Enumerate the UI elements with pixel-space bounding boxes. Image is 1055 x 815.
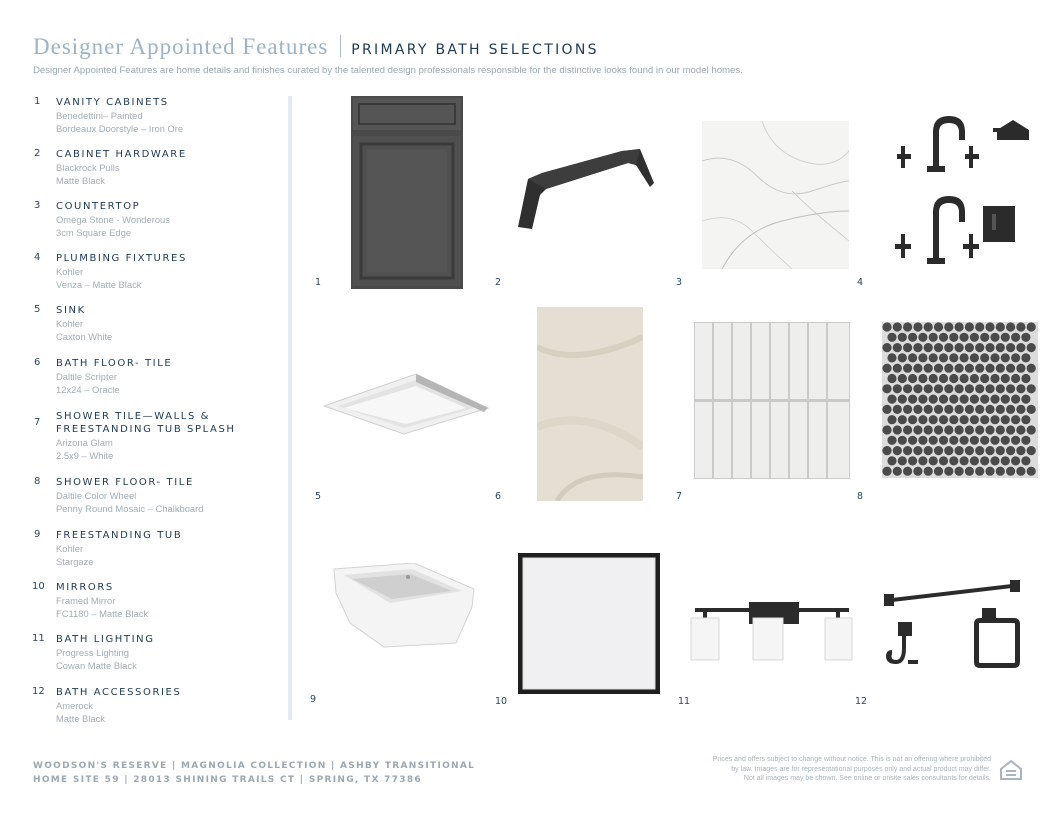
feature-number: 10 bbox=[32, 581, 45, 592]
disclaimer-line: Prices and offers subject to change without notice. This is not an offering where prohibited bbox=[712, 756, 991, 763]
intro-text: Designer Appointed Features are home details and finishes curated by the talented design professionals responsible for the distinctive looks found in our model homes. bbox=[33, 65, 743, 76]
floor-tile-icon bbox=[537, 307, 643, 506]
brand-title: Designer Appointed Features bbox=[33, 34, 329, 59]
feature-detail: Matte Black bbox=[56, 713, 105, 724]
disclaimer-line: by law. Images are for representational purposes only and actual product may differ. bbox=[731, 765, 991, 773]
vanity-light-icon bbox=[689, 600, 854, 667]
feature-detail: Kohler bbox=[56, 543, 84, 554]
image-label: 8 bbox=[857, 491, 864, 502]
disclaimer bbox=[631, 755, 991, 784]
feature-detail: Benedettini– Painted bbox=[56, 110, 143, 121]
feature-detail: Cowan Matte Black bbox=[56, 660, 137, 671]
feature-detail: Framed Mirror bbox=[56, 595, 116, 606]
bath-accessories-icon bbox=[882, 578, 1024, 675]
feature-item bbox=[34, 357, 279, 396]
image-label: 2 bbox=[495, 277, 502, 288]
feature-number: 7 bbox=[34, 417, 41, 428]
feature-number: 1 bbox=[34, 96, 41, 107]
image-label: 7 bbox=[676, 491, 683, 502]
feature-detail: Amerock bbox=[56, 700, 93, 711]
image-label: 5 bbox=[315, 491, 322, 502]
feature-number: 5 bbox=[34, 304, 41, 315]
feature-detail: Matte Black bbox=[56, 175, 105, 186]
feature-name: BATH LIGHTING bbox=[56, 634, 155, 645]
image-label: 9 bbox=[310, 694, 317, 705]
feature-item bbox=[34, 96, 279, 135]
community-info bbox=[33, 759, 475, 787]
feature-item bbox=[34, 200, 279, 239]
feature-name: PLUMBING FIXTURES bbox=[56, 253, 187, 264]
quartz-slab-icon bbox=[702, 121, 849, 274]
feature-number: 2 bbox=[34, 148, 41, 159]
feature-name: COUNTERTOP bbox=[56, 201, 141, 212]
feature-detail: Arizona Glam bbox=[56, 437, 113, 448]
feature-item bbox=[34, 581, 279, 620]
feature-detail: FC1180 – Matte Black bbox=[56, 608, 149, 619]
cabinet-pull-icon bbox=[512, 143, 657, 238]
equal-housing-icon bbox=[998, 757, 1024, 788]
section-title: PRIMARY BATH SELECTIONS bbox=[351, 42, 599, 58]
feature-item bbox=[34, 252, 279, 291]
cabinet-door-icon bbox=[351, 96, 463, 294]
image-label: 3 bbox=[676, 277, 683, 288]
freestanding-tub-icon bbox=[330, 563, 475, 653]
feature-number: 11 bbox=[32, 633, 45, 644]
feature-item bbox=[34, 686, 279, 725]
framed-mirror-icon bbox=[518, 553, 660, 699]
feature-detail: Omega Stone - Wonderous bbox=[56, 214, 170, 225]
feature-name: SHOWER FLOOR- TILE bbox=[56, 477, 194, 488]
feature-detail: Kohler bbox=[56, 318, 84, 329]
feature-number: 9 bbox=[34, 529, 41, 540]
feature-item bbox=[34, 633, 279, 672]
feature-detail: Daltile Color Wheel bbox=[56, 490, 137, 501]
feature-detail: 2.5x9 – White bbox=[56, 450, 114, 461]
subway-tile-icon bbox=[694, 322, 850, 484]
feature-number: 12 bbox=[32, 686, 45, 697]
undermount-sink-icon bbox=[320, 368, 492, 443]
feature-detail: Progress Lighting bbox=[56, 647, 129, 658]
feature-item bbox=[34, 410, 279, 462]
image-label: 11 bbox=[678, 696, 691, 707]
feature-detail: Stargaze bbox=[56, 556, 94, 567]
feature-name: SINK bbox=[56, 305, 86, 316]
feature-number: 3 bbox=[34, 200, 41, 211]
feature-detail: Caxton White bbox=[56, 331, 113, 342]
community-line: WOODSON'S RESERVE | MAGNOLIA COLLECTION | ASHBY TRANSITIONAL bbox=[33, 761, 476, 771]
feature-detail: 3cm Square Edge bbox=[56, 227, 132, 238]
page-header bbox=[33, 34, 599, 60]
disclaimer-line: Not all images may be shown. See online or onsite sales consultants for details. bbox=[743, 775, 991, 782]
feature-detail: Bordeaux Doorstyle – Iron Ore bbox=[56, 123, 184, 134]
feature-item bbox=[34, 148, 279, 187]
feature-name: FREESTANDING TUB bbox=[56, 530, 183, 541]
feature-detail: Penny Round Mosaic – Chalkboard bbox=[56, 503, 204, 514]
feature-name: CABINET HARDWARE bbox=[56, 149, 187, 160]
feature-name: BATH ACCESSORIES bbox=[56, 687, 182, 698]
feature-item bbox=[34, 304, 279, 343]
column-divider bbox=[288, 96, 292, 720]
title-divider bbox=[340, 35, 341, 57]
image-label: 10 bbox=[495, 696, 508, 707]
feature-detail: Blackrock Pulls bbox=[56, 162, 120, 173]
feature-item bbox=[34, 476, 279, 515]
penny-round-mosaic-icon bbox=[882, 322, 1038, 483]
feature-name: BATH FLOOR- TILE bbox=[56, 358, 173, 369]
feature-detail: Venza – Matte Black bbox=[56, 279, 142, 290]
feature-number: 8 bbox=[34, 476, 41, 487]
image-label: 6 bbox=[495, 491, 502, 502]
image-label: 4 bbox=[857, 277, 864, 288]
feature-detail: Daltile Scripter bbox=[56, 371, 117, 382]
feature-number: 6 bbox=[34, 357, 41, 368]
faucet-set-icon bbox=[893, 110, 1038, 275]
address-line: HOME SITE 59 | 28013 SHINING TRAILS CT | SPRING, TX 77386 bbox=[33, 775, 422, 785]
image-label: 1 bbox=[315, 277, 322, 288]
feature-name: SHOWER TILE—WALLS & FREESTANDING TUB SPLASH bbox=[56, 411, 236, 435]
feature-name: VANITY CABINETS bbox=[56, 97, 169, 108]
feature-number: 4 bbox=[34, 252, 41, 263]
feature-detail: Kohler bbox=[56, 266, 84, 277]
feature-item bbox=[34, 529, 279, 568]
feature-detail: 12x24 – Oracle bbox=[56, 384, 120, 395]
image-label: 12 bbox=[855, 696, 868, 707]
feature-name: MIRRORS bbox=[56, 582, 114, 593]
feature-list bbox=[34, 96, 279, 725]
